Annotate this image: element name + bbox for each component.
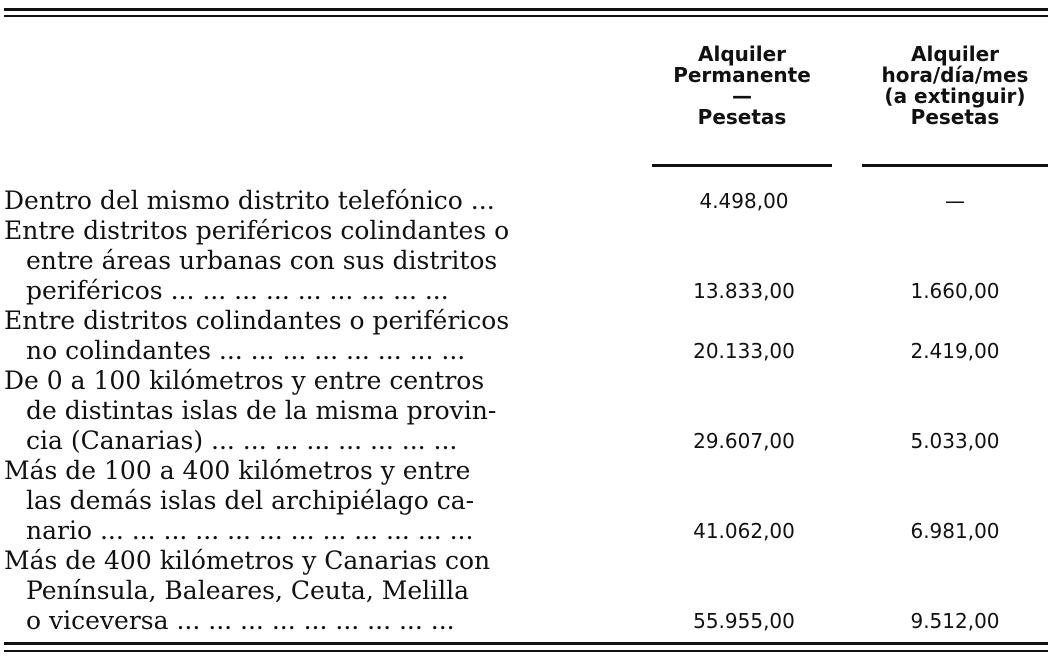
table-row <box>0 546 1052 636</box>
row-desc-line: De 0 a 100 kilómetros y entre centros <box>4 366 485 395</box>
header-permanent-line-3: — <box>732 84 752 108</box>
hourly-value: 6.981,00 <box>910 519 1000 543</box>
table-row <box>0 456 1052 546</box>
bottom-rule-thin <box>4 650 1048 652</box>
row-desc-line: Más de 400 kilómetros y Canarias con <box>4 546 491 575</box>
table-row <box>0 306 1052 366</box>
row-desc-line: nario ... ... ... ... ... ... ... ... ... ... ... ... <box>26 516 474 545</box>
row-desc-line: de distintas islas de la misma provin- <box>26 396 497 425</box>
row-desc-line: no colindantes ... ... ... ... ... ... ... ... <box>26 336 466 365</box>
row-desc-line: Entre distritos periféricos colindantes o <box>4 216 510 245</box>
header-permanent <box>652 44 832 128</box>
top-rule <box>4 8 1048 11</box>
permanent-value: 41.062,00 <box>693 519 795 543</box>
row-desc-line: cia (Canarias) ... ... ... ... ... ... ... ... <box>26 426 458 455</box>
hourly-value: 5.033,00 <box>910 429 1000 453</box>
hourly-value: — <box>945 189 965 213</box>
table-row <box>0 216 1052 306</box>
header-permanent-line-4: Pesetas <box>697 105 787 129</box>
row-desc-line: Entre distritos colindantes o periféricos <box>4 306 510 335</box>
row-desc-line: Dentro del mismo distrito telefónico ... <box>4 186 495 215</box>
header-hourly-line-1: Alquiler <box>910 42 1000 66</box>
row-desc-line: Más de 100 a 400 kilómetros y entre <box>4 456 471 485</box>
permanent-value: 55.955,00 <box>693 609 795 633</box>
hourly-value: 1.660,00 <box>910 279 1000 303</box>
permanent-value: 29.607,00 <box>693 429 795 453</box>
hourly-value: 2.419,00 <box>910 339 1000 363</box>
top-rule-thin <box>4 15 1048 17</box>
row-desc-line: periféricos ... ... ... ... ... ... ... ... ... <box>26 276 449 305</box>
header-hourly-line-2: hora/día/mes <box>881 63 1029 87</box>
permanent-value: 20.133,00 <box>693 339 795 363</box>
header-hourly-underline <box>862 164 1048 167</box>
table-row <box>0 186 1052 216</box>
hourly-value: 9.512,00 <box>910 609 1000 633</box>
row-desc-line: o viceversa ... ... ... ... ... ... ... ... ... <box>26 606 455 635</box>
header-permanent-underline <box>652 164 832 167</box>
table-row <box>0 366 1052 456</box>
header-permanent-line-1: Alquiler <box>697 42 787 66</box>
header-hourly <box>858 44 1052 128</box>
header-permanent-line-2: Permanente <box>673 63 811 87</box>
permanent-value: 13.833,00 <box>693 279 795 303</box>
row-desc-line: entre áreas urbanas con sus distritos <box>26 246 498 275</box>
bottom-rule <box>4 642 1048 645</box>
row-desc-line: las demás islas del archipiélago ca- <box>26 486 475 515</box>
header-hourly-line-4: Pesetas <box>910 105 1000 129</box>
row-desc-line: Península, Baleares, Ceuta, Melilla <box>26 576 470 605</box>
header-hourly-line-3: (a extinguir) <box>884 84 1026 108</box>
permanent-value: 4.498,00 <box>699 189 789 213</box>
